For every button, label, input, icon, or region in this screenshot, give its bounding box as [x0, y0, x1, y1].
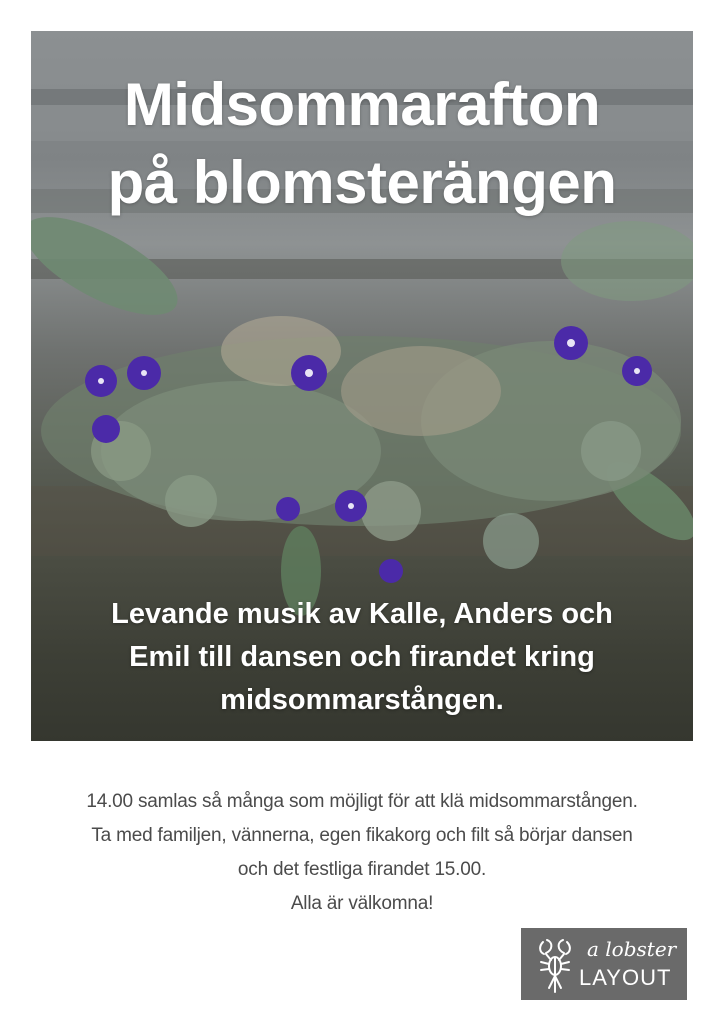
info-line-3: och det festliga firandet 15.00. [237, 859, 487, 880]
poster-subtitle-line1: Levande musik av Kalle, Anders och [111, 598, 613, 630]
hero-photo [31, 31, 693, 741]
info-line-1: 14.00 samlas så många som möjligt för att klä midsommarstången. [86, 791, 638, 812]
info-line-2: Ta med familjen, vännerna, egen fikakorg och filt så börjar dansen [91, 825, 633, 846]
poster-title-line1: Midsommarafton [123, 71, 601, 138]
info-line-4: Alla är välkomna! [290, 893, 434, 914]
poster-title-line2: på blomsterängen [107, 149, 617, 216]
poster-subtitle-line3: midsommarstången. [220, 684, 504, 716]
logo-text-bottom: LAYOUT [579, 965, 672, 990]
lobster-icon [533, 936, 577, 994]
logo-text-top: a lobster [587, 937, 677, 961]
brand-logo [521, 928, 687, 1000]
poster-subtitle-line2: Emil till dansen och firandet kring [129, 641, 595, 673]
